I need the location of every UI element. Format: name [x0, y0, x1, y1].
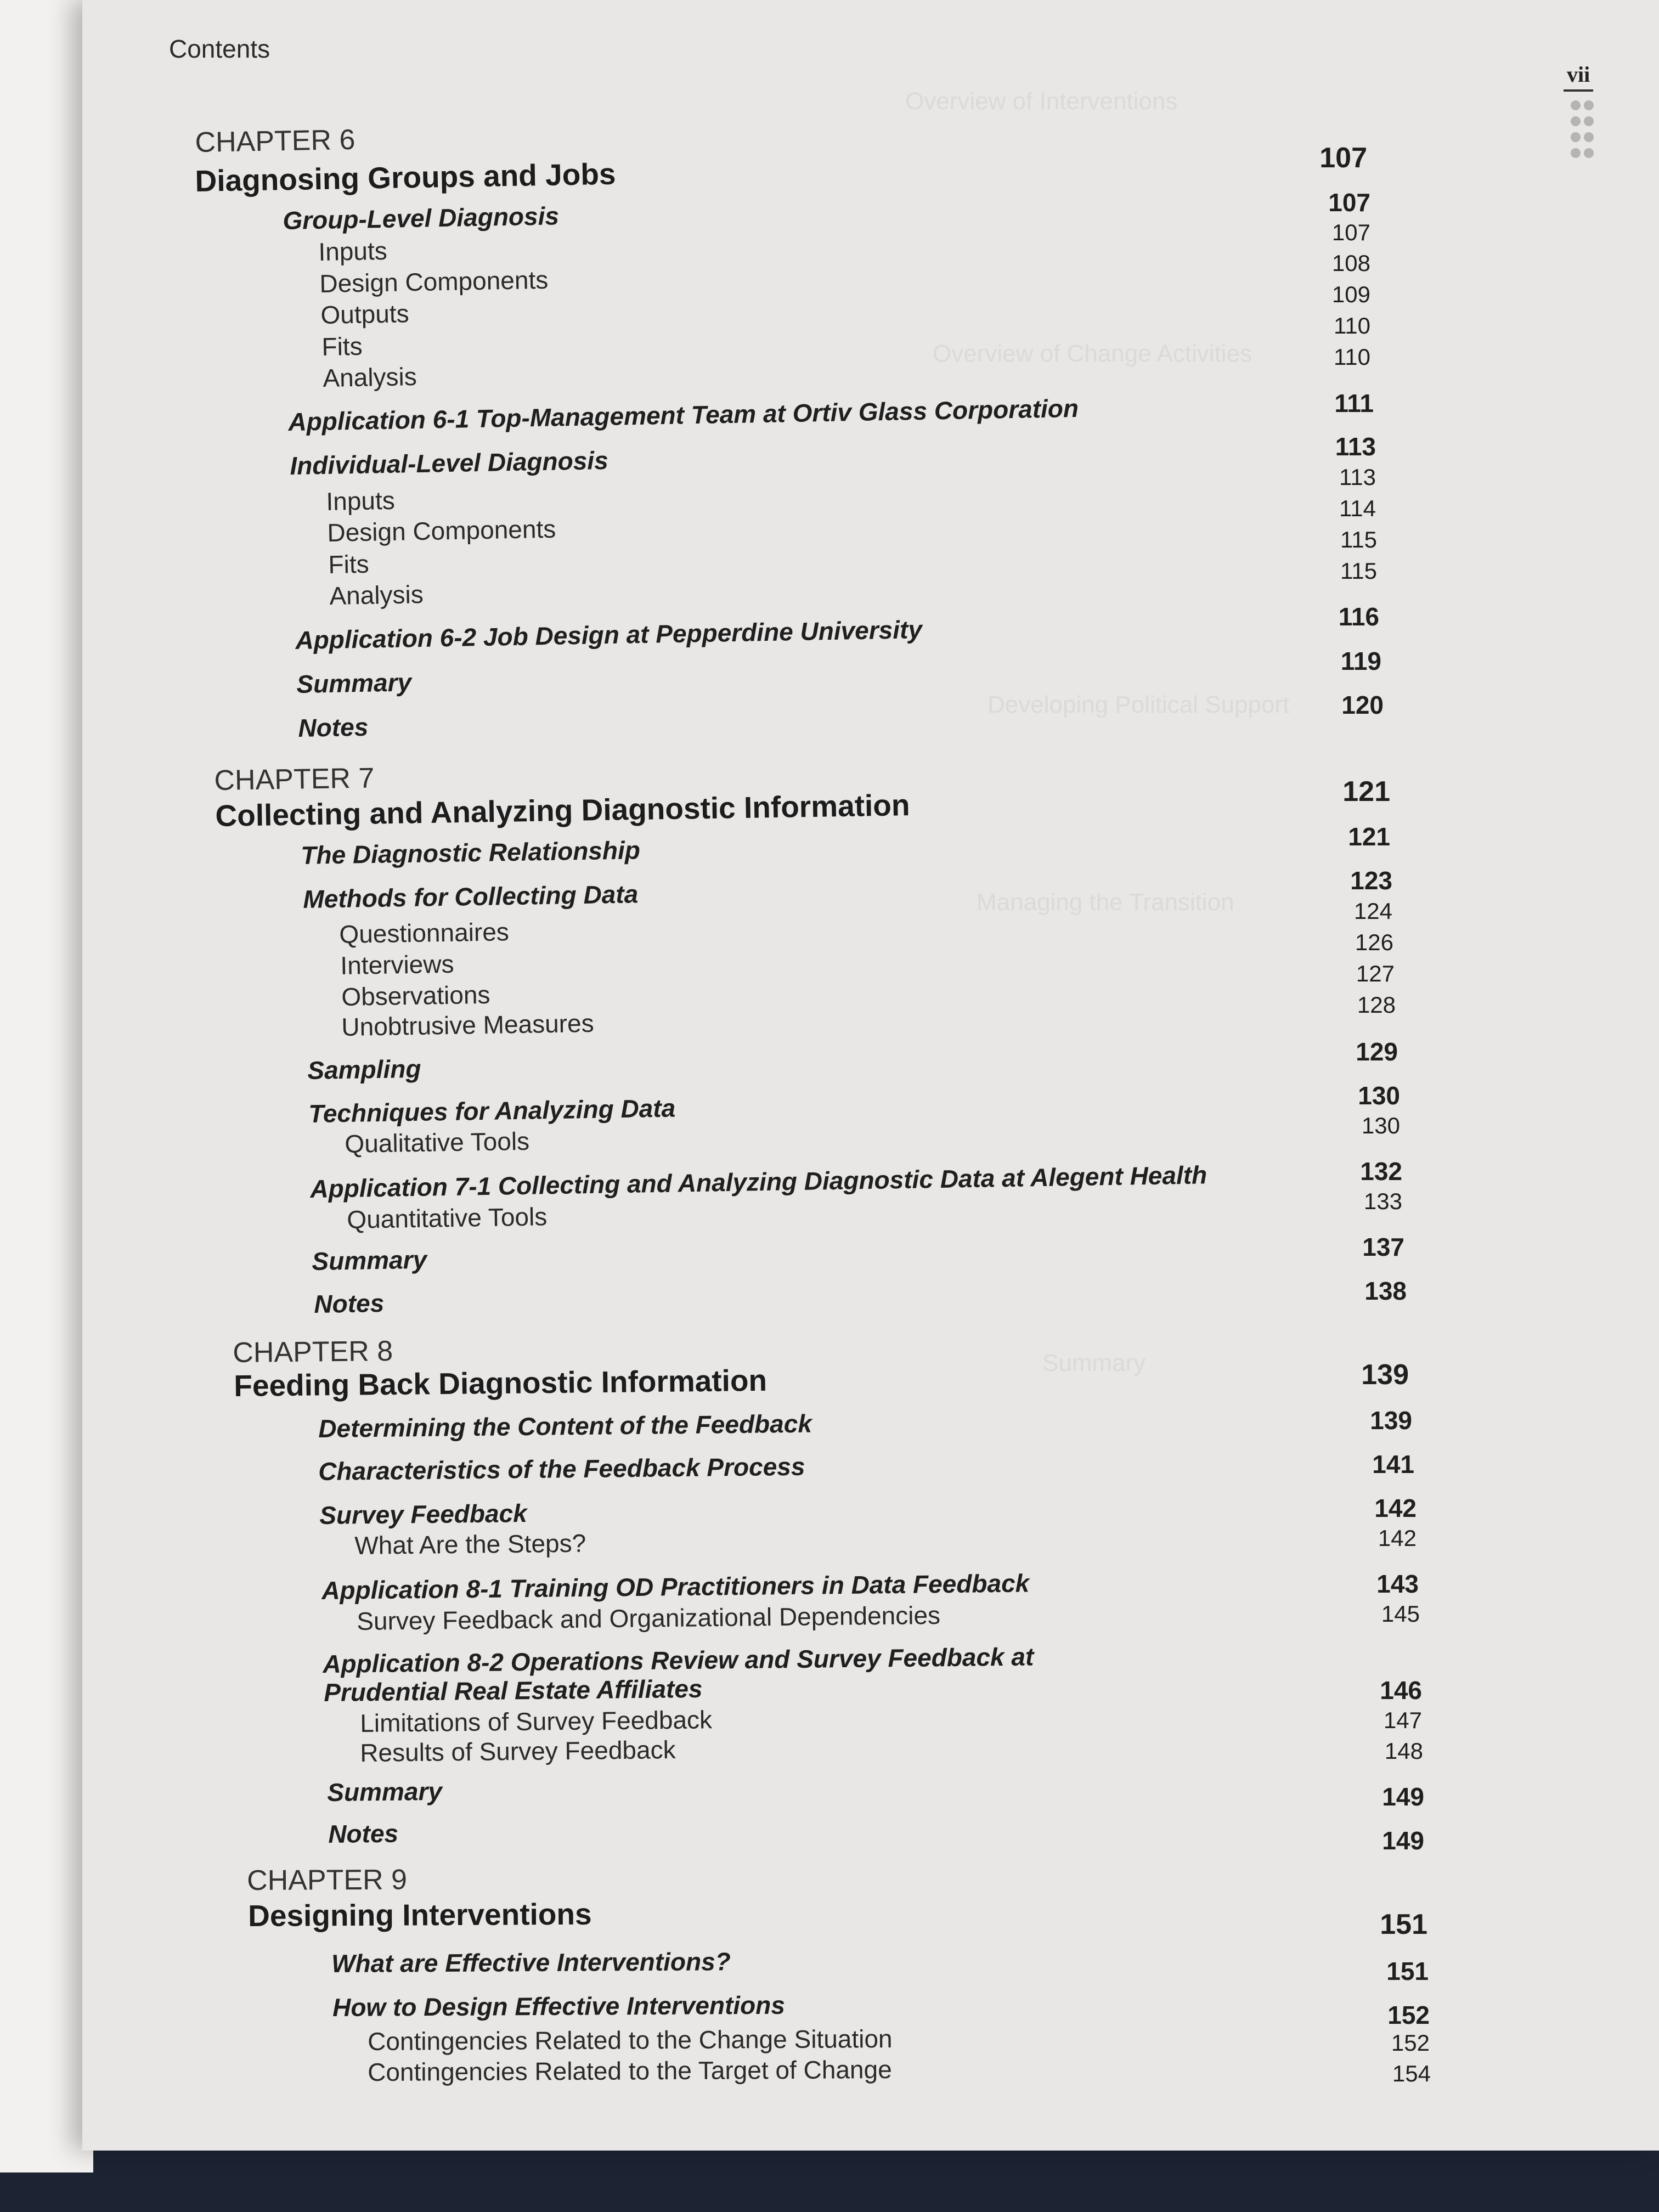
toc-section-entry: What are Effective Interventions?	[331, 1947, 731, 1978]
toc-section-entry: Notes	[328, 1819, 399, 1848]
toc-page-number: 152	[1391, 2030, 1430, 2056]
bleed-through-text: Summary	[1042, 1350, 1146, 1376]
chapter-label: CHAPTER 9	[247, 1864, 408, 1897]
bleed-through-text: Overview of Change Activities	[933, 340, 1252, 367]
toc-page-number: 114	[1339, 495, 1376, 521]
toc-page-number: 141	[1372, 1450, 1414, 1479]
toc-subsection-entry: Quantitative Tools	[347, 1202, 548, 1234]
toc-subsection-entry: Fits	[328, 549, 370, 579]
chapter-label: CHAPTER 7	[214, 762, 375, 797]
toc-page-number: 147	[1383, 1707, 1422, 1733]
toc-page-number: 152	[1387, 2001, 1430, 2029]
toc-page-number: 142	[1378, 1525, 1417, 1551]
toc-section-entry: Notes	[314, 1288, 385, 1318]
toc-page-number: 113	[1339, 464, 1376, 490]
toc-subsection-entry: Outputs	[320, 299, 409, 329]
facing-page-edge	[0, 0, 93, 2172]
toc-page-number: 109	[1331, 281, 1370, 307]
toc-section-entry: Determining the Content of the Feedback	[318, 1409, 812, 1443]
toc-page-number: 138	[1364, 1277, 1407, 1305]
toc-page-number: 151	[1386, 1957, 1429, 1985]
toc-section-entry: The Diagnostic Relationship	[301, 836, 641, 870]
toc-page-number: 137	[1362, 1233, 1404, 1261]
toc-subsection-entry: Questionnaires	[339, 917, 510, 949]
toc-page-number: 124	[1353, 898, 1392, 924]
toc-section-entry: Application 6-2 Job Design at Pepperdine University	[295, 615, 923, 654]
toc-page-number: 139	[1370, 1406, 1412, 1435]
toc-subsection-entry: Contingencies Related to the Change Situation	[368, 2024, 893, 2056]
bleed-through-text: Overview of Interventions	[905, 88, 1178, 115]
toc-section-entry: Techniques for Analyzing Data	[308, 1093, 676, 1128]
toc-section-entry: Group-Level Diagnosis	[283, 201, 560, 235]
toc-page-number: 133	[1363, 1188, 1402, 1214]
toc-page-number: 119	[1340, 647, 1381, 675]
toc-subsection-entry: Unobtrusive Measures	[341, 1008, 594, 1041]
thumb-index-dots	[1569, 99, 1598, 162]
toc-section-entry: Summary	[327, 1776, 443, 1807]
toc-section-entry: Survey Feedback	[319, 1499, 527, 1530]
toc-page-number: 127	[1356, 961, 1395, 986]
chapter-label: CHAPTER 6	[195, 123, 356, 159]
toc-page-number: 154	[1392, 2061, 1431, 2086]
toc-subsection-entry: Design Components	[327, 514, 556, 547]
toc-section-entry: Prudential Real Estate Affiliates	[324, 1674, 703, 1707]
toc-page-number: 111	[1334, 389, 1374, 417]
toc-section-entry: How to Design Effective Interventions	[332, 1990, 786, 2022]
toc-page-number: 130	[1358, 1081, 1400, 1110]
toc-page-number: 121	[1342, 776, 1390, 808]
toc-page-number: 123	[1350, 866, 1392, 895]
toc-subsection-entry: Interviews	[340, 949, 454, 980]
toc-section-entry: Methods for Collecting Data	[303, 879, 639, 913]
toc-subsection-entry: Qualitative Tools	[345, 1126, 530, 1158]
toc-subsection-entry: What Are the Steps?	[354, 1528, 586, 1560]
bleed-through-text: Managing the Transition	[977, 889, 1234, 916]
toc-page-number: 116	[1338, 602, 1379, 631]
bleed-through-text: Developing Political Support	[988, 691, 1290, 718]
toc-page-number: 115	[1340, 558, 1377, 584]
toc-page-number: 145	[1381, 1601, 1420, 1627]
toc-section-entry: Summary	[296, 668, 412, 698]
toc-subsection-entry: Results of Survey Feedback	[360, 1735, 676, 1767]
toc-page-number: 110	[1334, 344, 1370, 370]
toc-page-number: 107	[1328, 188, 1370, 217]
toc-subsection-entry: Design Components	[319, 265, 549, 298]
toc-page-number: 146	[1380, 1676, 1422, 1705]
toc-page-number: 110	[1334, 313, 1370, 338]
toc-section-entry: Application 7-1 Collecting and Analyzing Diagnostic Data at Alegent Health	[310, 1160, 1207, 1203]
chapter-title: Feeding Back Diagnostic Information	[234, 1363, 768, 1403]
toc-page-number: 151	[1380, 1909, 1427, 1940]
toc-page-number: 132	[1360, 1157, 1402, 1186]
toc-subsection-entry: Fits	[321, 331, 363, 361]
toc-section-entry: Characteristics of the Feedback Process	[318, 1452, 805, 1486]
toc-page-number: 126	[1355, 929, 1393, 955]
toc-subsection-entry: Observations	[341, 980, 490, 1011]
toc-page-number: 121	[1348, 822, 1390, 851]
toc-subsection-entry: Inputs	[318, 236, 388, 266]
toc-section-entry: Summary	[312, 1245, 427, 1276]
toc-section-entry: Application 8-1 Training OD Practitioners in Data Feedback	[321, 1568, 1030, 1605]
chapter-title: Designing Interventions	[248, 1897, 592, 1933]
toc-page-number: 130	[1361, 1113, 1400, 1138]
chapter-title: Collecting and Analyzing Diagnostic Information	[215, 788, 910, 833]
page-number: vii	[1564, 61, 1593, 92]
toc-section-entry: Notes	[298, 712, 369, 742]
toc-page-number: 128	[1357, 992, 1396, 1018]
toc-subsection-entry: Limitations of Survey Feedback	[360, 1705, 713, 1737]
toc-page-number: 148	[1384, 1738, 1423, 1764]
toc-page-number: 143	[1376, 1570, 1419, 1598]
toc-subsection-entry: Analysis	[329, 580, 424, 610]
toc-section-entry: Application 6-1 Top-Management Team at Ortiv Glass Corporation	[288, 393, 1079, 436]
toc-subsection-entry: Survey Feedback and Organizational Dependencies	[357, 1600, 941, 1635]
toc-section-entry: Application 8-2 Operations Review and Survey Feedback at	[323, 1642, 1034, 1678]
toc-page-number: 142	[1374, 1494, 1417, 1522]
toc-page-number: 149	[1382, 1782, 1424, 1811]
toc-page-number: 115	[1340, 527, 1377, 552]
toc-page-number: 107	[1319, 142, 1367, 174]
toc-section-entry: Individual-Level Diagnosis	[290, 445, 609, 480]
toc-page-number: 129	[1356, 1037, 1398, 1066]
toc-section-entry: Sampling	[307, 1054, 421, 1085]
toc-subsection-entry: Inputs	[326, 486, 396, 516]
chapter-title: Diagnosing Groups and Jobs	[195, 156, 616, 198]
toc-page-number: 107	[1331, 219, 1370, 245]
toc-page-number: 113	[1335, 432, 1376, 461]
running-header: Contents	[169, 35, 270, 63]
chapter-label: CHAPTER 8	[233, 1335, 393, 1369]
toc-subsection-entry: Analysis	[323, 362, 417, 392]
toc-page-number: 149	[1382, 1826, 1424, 1855]
toc-subsection-entry: Contingencies Related to the Target of Change	[368, 2055, 892, 2086]
toc-page-number: 120	[1341, 691, 1384, 719]
toc-page-number: 139	[1361, 1359, 1409, 1391]
toc-page-number: 108	[1331, 250, 1370, 276]
